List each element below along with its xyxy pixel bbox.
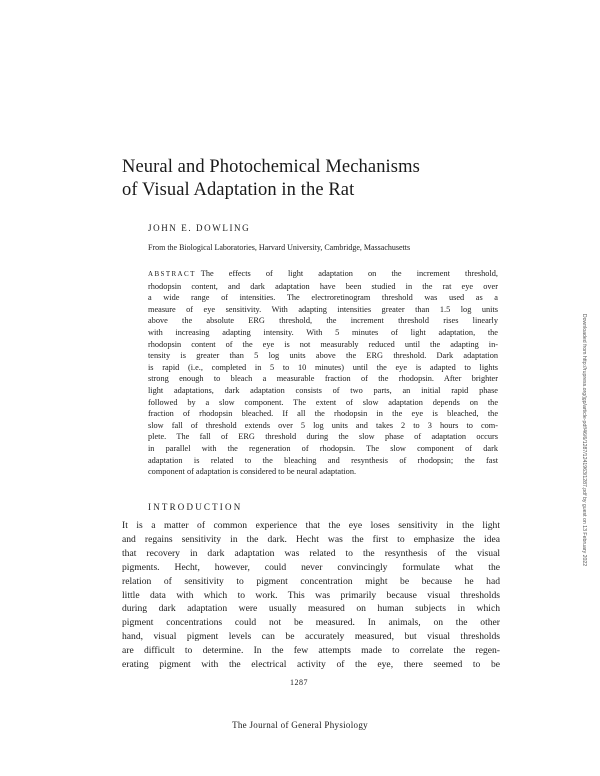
abstract-line: strong enough to bleach a measurable fraction of the rhodopsin. After brighter <box>148 374 498 384</box>
article-title <box>122 156 482 202</box>
body-line: relation of sensitivity to pigment concentration might be because he had <box>122 575 500 587</box>
author-affiliation: From the Biological Laboratories, Harvard University, Cambridge, Massachusetts <box>148 243 411 252</box>
body-line: and regains sensitivity in the dark. Hecht was the first to emphasize the idea <box>122 533 500 545</box>
author-name: JOHN E. DOWLING <box>148 223 251 233</box>
download-notice-text: Downloaded from http://rupress.org/jgp/article-pdf/46/6/1287/1241963/1287.pdf by guest on 13 February 2022 <box>581 313 587 567</box>
body-line: pigment concentrations could not be measured. In animals, on the other <box>122 617 500 629</box>
abstract-line: rhodopsin content, and dark adaptation have been studied in the rat eye over <box>148 281 498 291</box>
abstract-label: ABSTRACT <box>148 270 196 278</box>
title-line: Neural and Photochemical Mechanisms <box>122 157 420 177</box>
abstract-line: rhodopsin content of the eye is not measurably reduced until the adapting in- <box>148 339 498 349</box>
body-line: It is a matter of common experience that the eye loses sensitivity in the light <box>122 520 500 531</box>
abstract-line: slow fall of threshold extends over 5 log units and takes 2 to 3 hours to com- <box>148 420 498 430</box>
page-number: 1287 <box>290 678 308 687</box>
abstract-line: component of adaptation is considered to be neural adaptation. <box>148 467 357 477</box>
abstract-line: followed by a slow component. The extent of slow adaptation depends on the <box>148 397 498 407</box>
download-notice-margin <box>579 245 589 635</box>
abstract-line: adaptation is related to the bleaching and resynthesis of rhodopsin; the fast <box>148 455 498 465</box>
abstract-line: tensity is greater than 5 log units above the ERG threshold. Dark adaptation <box>148 351 498 361</box>
body-line: little data with which to work. This was primarily because visual thresholds <box>122 589 500 601</box>
body-line: during dark adaptation were usually measured on human subjects in which <box>122 603 500 615</box>
title-line: of Visual Adaptation in the Rat <box>122 180 355 200</box>
body-line: hand, visual pigment levels can be accurately measured, but visual thresholds <box>122 631 500 643</box>
abstract-line: in parallel with the regeneration of rhodopsin. The slow component of dark <box>148 443 498 453</box>
abstract-line: above the absolute ERG threshold, the increment threshold rises linearly <box>148 316 498 326</box>
abstract-line-text: The effects of light adaptation on the increment threshold, <box>200 269 498 278</box>
body-line: are difficult to determine. In the few attempts made to correlate the regen- <box>122 645 500 657</box>
abstract-line: with increasing adapting intensity. With 5 minutes of light adaptation, the <box>148 327 498 337</box>
body-line: that recovery in dark adaptation was related to the resynthesis of the visual <box>122 547 500 559</box>
body-line: erating pigment with the electrical activity of the eye, there seemed to be <box>122 659 500 671</box>
abstract-line: fraction of rhodopsin bleached. If all the rhodopsin in the eye is bleached, the <box>148 409 498 419</box>
introduction-text <box>122 519 500 672</box>
body-line: pigments. Hecht, however, could never convincingly formulate what the <box>122 561 500 573</box>
abstract <box>148 268 498 478</box>
abstract-line: light adaptations, dark adaptation consists of two parts, an initial rapid phase <box>148 385 498 395</box>
abstract-line <box>148 268 498 281</box>
abstract-line: is rapid (i.e., completed in 5 to 10 minutes) until the eye is adapted to lights <box>148 362 498 372</box>
section-heading: INTRODUCTION <box>148 502 243 512</box>
abstract-line: plete. The fall of ERG threshold during the slow phase of adaptation occurs <box>148 432 498 442</box>
abstract-line: a wide range of intensities. The electroretinogram threshold was used as a <box>148 293 498 303</box>
abstract-line: measure of eye sensitivity. With adapting intensities greater than 1.5 log units <box>148 304 498 314</box>
journal-footer: The Journal of General Physiology <box>232 720 368 730</box>
